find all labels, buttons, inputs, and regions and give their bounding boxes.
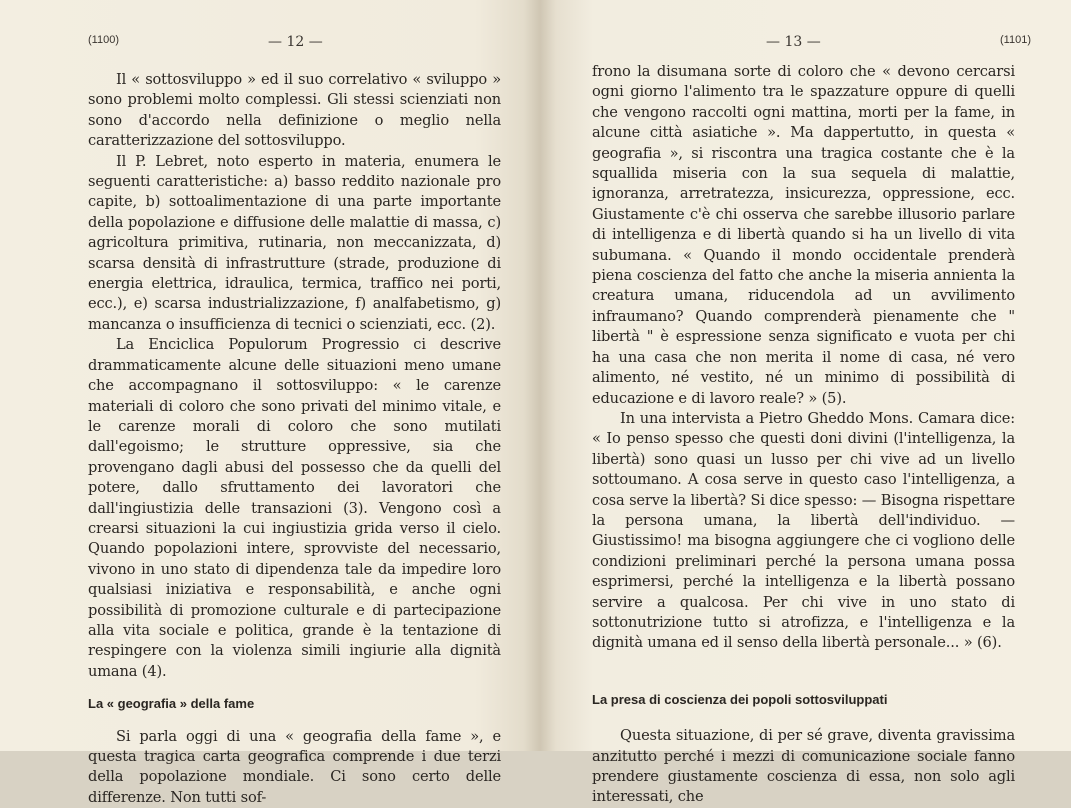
right-page (540, 0, 1071, 806)
left-page-body (88, 70, 501, 808)
left-paragraph-4: Si parla oggi di una « geografia della fame », e questa tragica carta geografica comprende i due terzi della popolazione mondiale. Ci sono certo delle differenze. Non tutti sof- (88, 727, 501, 806)
left-page-number: — 12 — (268, 34, 323, 50)
right-header-code: (1101) (1000, 34, 1031, 46)
left-paragraph-3: La Enciclica Populorum Progressio ci descrive drammaticamente alcune delle situazioni meno umane che accompagnano il sottosviluppo: « le carenze materiali di coloro che sono privati del minimo vitale, e le carenze morali di coloro che sono mutilati dall'egoismo; le strutture oppressive, sia che provengano dagli abusi del possesso che da quelli del potere, dallo sfruttamento dei lavoratori che dall'ingiustizia delle transazioni (3). Vengono così a crearsi situazioni la cui ingiustizia grida verso il cielo. Quando popolazioni intere, sprovviste del necessario, vivono in uno stato di dipendenza tale da impedire loro qualsiasi iniziativa e responsabilità, e anche ogni possibilità di promozione culturale e di partecipazione alla vita sociale e politica, grande è la tentazione di respingere con la violenza simili ingiurie alla dignità umana (4). (88, 336, 501, 680)
right-paragraph-3: Questa situazione, di per sé grave, diventa gravissima anzitutto perché i mezzi di comunicazione sociale fanno prendere giustamente coscienza di essa, non solo agli interessati, che (592, 727, 1015, 806)
right-paragraph-2: In una intervista a Pietro Gheddo Mons. Camara dice: « Io penso spesso che questi doni divini (l'intelligenza, la libertà) sono quasi un lusso per chi vive ad un livello sottoumano. A cosa serve in questo caso l'intelligenza, a cosa serve la libertà? Si dice spesso: — Bisogna rispettare la persona umana, la libertà dell'individuo. — Giustissimo! ma bisogna aggiungere che ci vogliono delle condizioni preliminari perché la persona umana possa esprimersi, perché la intelligenza e la libertà possano servire a qualcosa. Per chi vive in uno stato di sottonutrizione tutto si atrofizza, e l'intelligenza e la dignità umana ed il senso della libertà personale... » (6). (592, 409, 1015, 652)
section-heading-presa-di-coscienza: La presa di coscienza dei popoli sottosviluppati (592, 691, 888, 707)
left-paragraph-2: Il P. Lebret, noto esperto in materia, enumera le seguenti caratteristiche: a) basso reddito nazionale pro capite, b) sottoalimentazione di una parte importante della popolazione e diffusione delle malattie di massa, c) agricoltura primitiva, rutinaria, non meccanizzata, d) scarsa densità di infrastrutture (strade, produzione di energia elettrica, idraulica, termica, traffico nei porti, ecc.), e) scarsa industrializzazione, f) analfabetismo, g) mancanza o insufficienza di tecnici o scienziati, ecc. (2). (88, 152, 501, 333)
right-page-body (592, 62, 1015, 808)
left-paragraph-1: Il « sottosviluppo » ed il suo correlativo « sviluppo » sono problemi molto complessi. Gli stessi scienziati non sono d'accordo nella definizione o meglio nella caratterizzazione del sottosviluppo. (88, 71, 501, 150)
section-heading-geografia: La « geografia » della fame (88, 696, 255, 712)
right-page-number: — 13 — (766, 34, 821, 50)
left-header-code: (1100) (88, 34, 119, 46)
right-paragraph-1: frono la disumana sorte di coloro che « devono cercarsi ogni giorno l'alimento tra le spazzature oppure di quelli che vengono raccolti ogni mattina, morti per la fame, in alcune città asiatiche ». Ma dappertutto, in questa « geografia », si riscontra una tragica costante che è la squallida miseria con la sua sequela di malattie, ignoranza, arretratezza, insicurezza, oppressione, ecc. Giustamente c'è chi osserva che sarebbe illusorio parlare di intelligenza e di libertà quando si ha un livello di vita subumana. « Quando il mondo occidentale prenderà piena coscienza del fatto che anche la miseria annienta la creatura umana, riducendola ad un avvilimento infraumano? Quando comprenderà pienamente che " libertà " è espressione senza significato e vuota per chi ha una casa che non merita il nome di casa, né vero alimento, né vestito, né un minimo di possibilità di educazione e di lavoro reale? » (5). (592, 63, 1015, 407)
